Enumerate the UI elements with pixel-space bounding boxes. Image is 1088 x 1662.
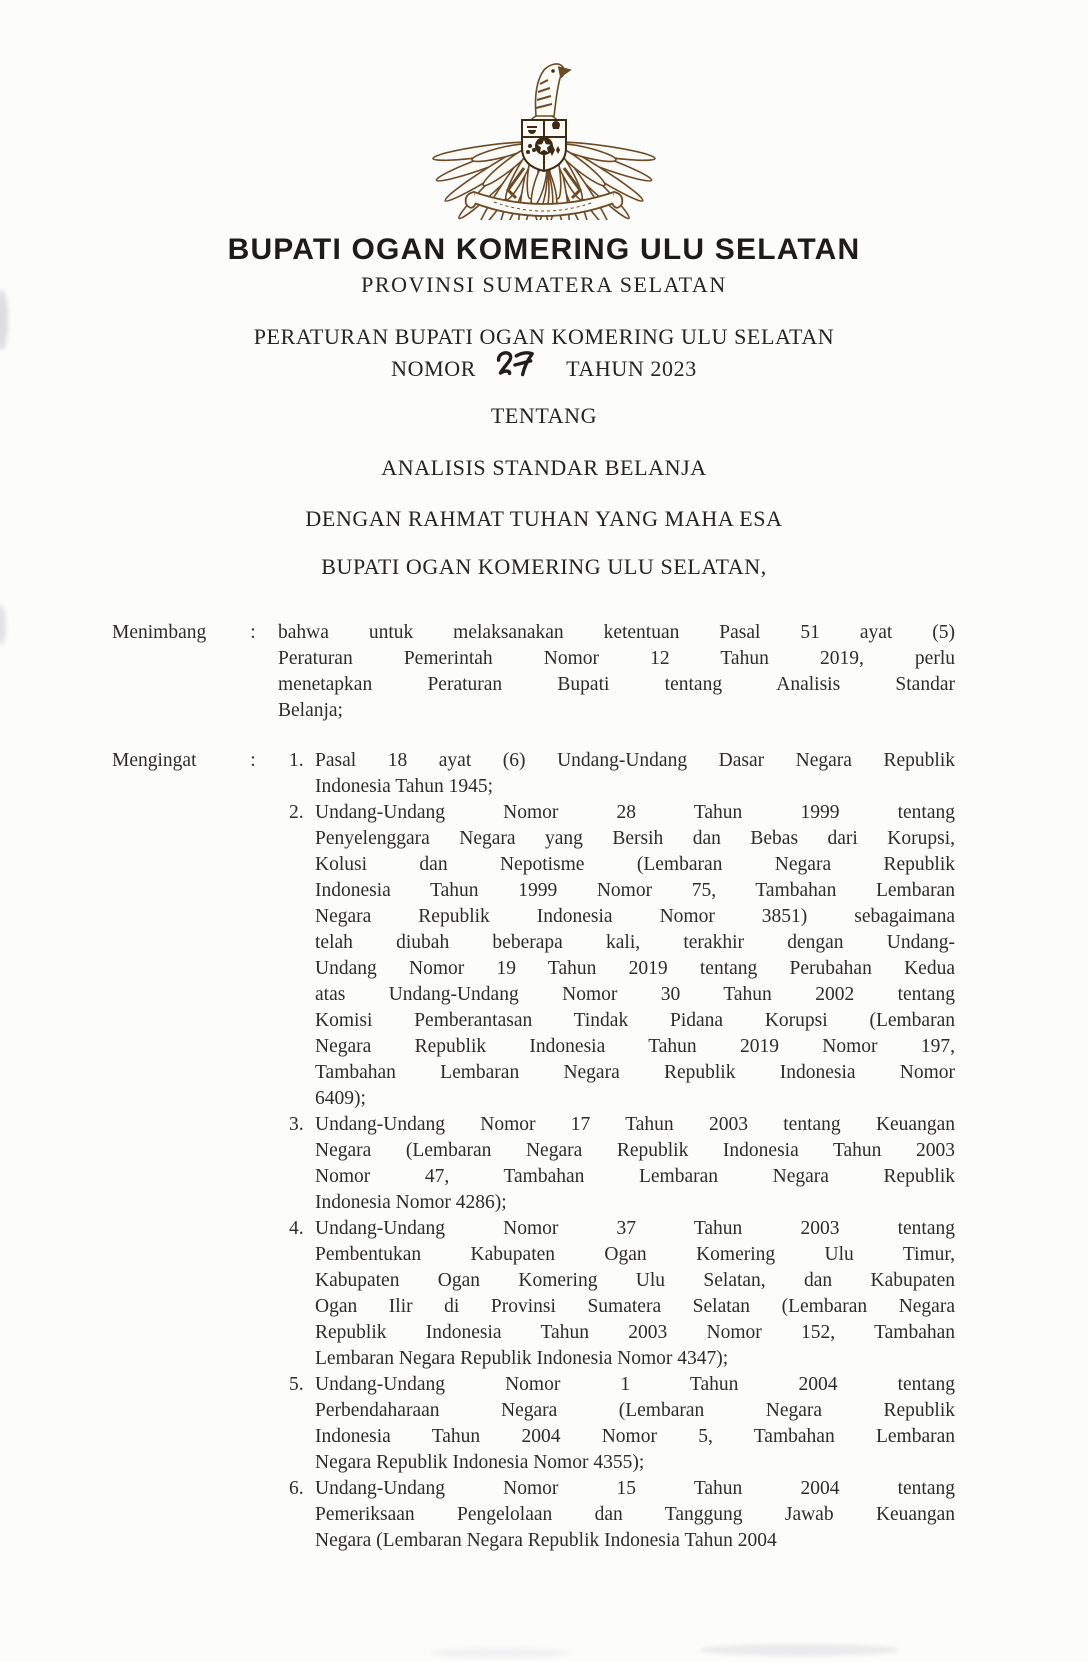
legal-basis-item	[278, 1216, 955, 1372]
doc-line: Penyelenggara Negara yang Bersih dan Bebas dari Korupsi,	[315, 828, 955, 849]
legal-basis-item	[278, 1476, 955, 1554]
doc-line: Negara (Lembaran Negara Republik Indonesia Tahun 2003	[315, 1140, 955, 1161]
item-number: 3.	[289, 1114, 304, 1135]
scan-smudge	[700, 1644, 900, 1656]
mengingat-colon: :	[250, 750, 256, 771]
tentang-label: TENTANG	[490, 403, 598, 428]
invocation-line: DENGAN RAHMAT TUHAN YANG MAHA ESA	[305, 506, 783, 531]
doc-line: atas Undang-Undang Nomor 30 Tahun 2002 tentang	[315, 984, 955, 1005]
doc-line: Undang-Undang Nomor 37 Tahun 2003 tentang	[315, 1218, 955, 1239]
doc-line: Indonesia Tahun 2004 Nomor 5, Tambahan Lembaran	[315, 1426, 955, 1447]
legal-basis-item	[278, 1372, 955, 1476]
doc-line: Negara Republik Indonesia Nomor 3851) sebagaimana	[315, 906, 955, 927]
doc-line: Lembaran Negara Republik Indonesia Nomor 4347);	[315, 1348, 729, 1369]
doc-line: Pemeriksaan Pengelolaan dan Tanggung Jawab Keuangan	[315, 1504, 955, 1525]
letterhead-title: BUPATI OGAN KOMERING ULU SELATAN	[227, 233, 861, 266]
doc-line: Negara (Lembaran Negara Republik Indonesia Tahun 2004	[315, 1530, 777, 1551]
doc-line: Kolusi dan Nepotisme (Lembaran Negara Republik	[315, 854, 955, 875]
letterhead-subtitle: PROVINSI SUMATERA SELATAN	[361, 272, 727, 297]
doc-line: 6409);	[315, 1088, 366, 1109]
item-number: 2.	[289, 802, 304, 823]
menimbang-section	[112, 620, 955, 724]
issuer-line: BUPATI OGAN KOMERING ULU SELATAN,	[321, 554, 767, 579]
handwritten-number-ink	[491, 343, 539, 382]
handwritten-nomor	[491, 343, 540, 387]
doc-line: Undang Nomor 19 Tahun 2019 tentang Perubahan Kedua	[315, 958, 955, 979]
doc-line: Peraturan Pemerintah Nomor 12 Tahun 2019, perlu	[278, 648, 955, 669]
doc-line: Indonesia Tahun 1945;	[315, 776, 494, 797]
doc-line: Republik Indonesia Tahun 2003 Nomor 152, Tambahan	[315, 1322, 955, 1343]
doc-line: Nomor 47, Tambahan Lembaran Negara Republik	[315, 1166, 955, 1187]
legal-basis-item	[278, 1112, 955, 1216]
doc-line: telah diubah beberapa kali, terakhir dengan Undang-	[315, 932, 955, 953]
doc-line: Ogan Ilir di Provinsi Sumatera Selatan (Lembaran Negara	[315, 1296, 955, 1317]
doc-line: Indonesia Tahun 1999 Nomor 75, Tambahan Lembaran	[315, 880, 955, 901]
garuda-icon	[424, 40, 664, 220]
legal-basis-item	[278, 748, 955, 800]
doc-line: Kabupaten Ogan Komering Ulu Selatan, dan Kabupaten	[315, 1270, 955, 1291]
doc-line: Undang-Undang Nomor 28 Tahun 1999 tentang	[315, 802, 955, 823]
doc-line: Tambahan Lembaran Negara Republik Indonesia Nomor	[315, 1062, 955, 1083]
doc-line: Pasal 18 ayat (6) Undang-Undang Dasar Negara Republik	[315, 750, 955, 771]
doc-line: menetapkan Peraturan Bupati tentang Analisis Standar	[278, 674, 955, 695]
item-number: 4.	[289, 1218, 304, 1239]
nomor-suffix: TAHUN 2023	[566, 355, 697, 381]
item-number: 5.	[289, 1374, 304, 1395]
doc-line: Komisi Pemberantasan Tindak Pidana Korupsi (Lembaran	[315, 1010, 955, 1031]
item-number: 1.	[289, 750, 304, 771]
regulation-subject: ANALISIS STANDAR BELANJA	[381, 455, 707, 480]
regulation-title-line: PERATURAN BUPATI OGAN KOMERING ULU SELATAN	[253, 324, 835, 349]
mengingat-label: Mengingat	[112, 750, 197, 771]
menimbang-label: Menimbang	[112, 622, 207, 643]
doc-line: Indonesia Nomor 4286);	[315, 1192, 507, 1213]
doc-line: Perbendaharaan Negara (Lembaran Negara Republik	[315, 1400, 955, 1421]
item-number: 6.	[289, 1478, 304, 1499]
menimbang-paragraph	[278, 620, 955, 724]
doc-line: Undang-Undang Nomor 1 Tahun 2004 tentang	[315, 1374, 955, 1395]
doc-line: Pembentukan Kabupaten Ogan Komering Ulu Timur,	[315, 1244, 955, 1265]
doc-line: Belanja;	[278, 700, 343, 721]
mengingat-section	[112, 748, 955, 1554]
scan-smudge	[0, 605, 6, 645]
doc-line: Undang-Undang Nomor 17 Tahun 2003 tentang Keuangan	[315, 1114, 955, 1135]
regulation-number-line	[0, 351, 1088, 386]
doc-line: bahwa untuk melaksanakan ketentuan Pasal 51 ayat (5)	[278, 622, 955, 643]
nomor-prefix: NOMOR	[391, 355, 477, 381]
doc-line: Negara Republik Indonesia Nomor 4355);	[315, 1452, 645, 1473]
doc-line: Undang-Undang Nomor 15 Tahun 2004 tentang	[315, 1478, 955, 1499]
scan-smudge	[430, 1648, 570, 1658]
menimbang-colon: :	[250, 622, 256, 643]
legal-basis-item	[278, 800, 955, 1112]
doc-line: Negara Republik Indonesia Tahun 2019 Nomor 197,	[315, 1036, 955, 1057]
garuda-pancasila-emblem	[424, 40, 664, 220]
